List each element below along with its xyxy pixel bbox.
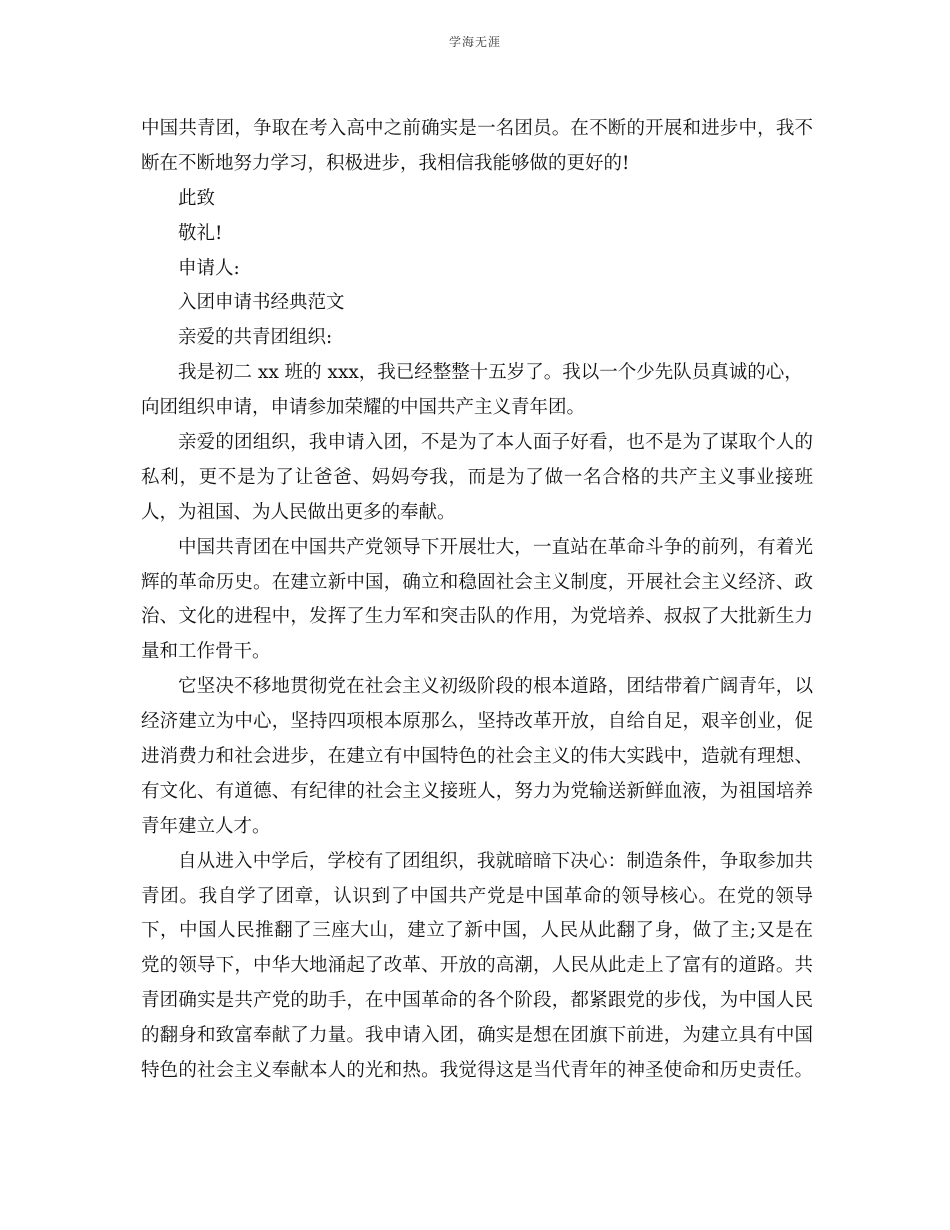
text-line: 它坚决不移地贯彻党在社会主义初级阶段的根本道路，团结带着广阔青年，以 <box>178 676 813 698</box>
text-line: 量和工作骨干。 <box>141 641 271 663</box>
text-line: 进消费力和社会进步，在建立有中国特色的社会主义的伟大实践中，造就有理想、 <box>141 746 813 768</box>
text-line: 私利，更不是为了让爸爸、妈妈夸我，而是为了做一名合格的共产主义事业接班 <box>141 466 813 488</box>
text-line: 青团。我自学了团章，认识到了中国共产党是中国革命的领导核心。在党的领导 <box>141 885 813 907</box>
text-line: 中国共青团，争取在考入高中之前确实是一名团员。在不断的开展和进步中，我不 <box>141 118 813 139</box>
text-line: 断在不断地努力学习，积极进步，我相信我能够做的更好的! <box>141 152 630 174</box>
document-body <box>141 112 813 1089</box>
text-line: 亲爱的团组织，我申请入团，不是为了本人面子好看，也不是为了谋取个人的 <box>178 432 813 454</box>
text-line: 亲爱的共青团组织: <box>178 327 333 349</box>
text-line: 中国共青团在中国共产党领导下开展壮大，一直站在革命斗争的前列，有着光 <box>178 536 813 558</box>
text-line: 下，中国人民推翻了三座大山，建立了新中国，人民从此翻了身，做了主;又是在 <box>141 920 813 942</box>
text-line: 经济建立为中心，坚持四项根本原那么，坚持改革开放，自给自足，艰辛创业，促 <box>141 711 813 733</box>
text-line: 党的领导下，中华大地涌起了改革、开放的高潮，人民从此走上了富有的道路。共 <box>141 955 813 977</box>
text-line: 特色的社会主义奉献本人的光和热。我觉得这是当代青年的神圣使命和历史责任。 <box>141 1060 813 1082</box>
text-line: 青年建立人才。 <box>141 815 271 837</box>
text-line: 申请人: <box>178 257 240 279</box>
text-line: 治、文化的进程中，发挥了生力军和突击队的作用，为党培养、叔叔了大批新生力 <box>141 606 813 628</box>
text-line: 青团确实是共产党的助手，在中国革命的各个阶段，都紧跟党的步伐，为中国人民 <box>141 990 813 1012</box>
text-line: 入团申请书经典范文 <box>178 292 345 314</box>
text-line: 此致 <box>178 187 216 209</box>
text-line: 的翻身和致富奉献了力量。我申请入团，确实是想在团旗下前进，为建立具有中国 <box>141 1025 813 1047</box>
text-line: 人，为祖国、为人民做出更多的奉献。 <box>141 501 456 523</box>
text-line: 敬礼! <box>178 222 223 244</box>
text-line: 有文化、有道德、有纪律的社会主义接班人，努力为党输送新鲜血液，为祖国培养 <box>141 780 813 802</box>
text-line: 自从进入中学后，学校有了团组织，我就暗暗下决心：制造条件，争取参加共 <box>178 850 813 872</box>
text-line: 辉的革命历史。在建立新中国，确立和稳固社会主义制度，开展社会主义经济、政 <box>141 571 813 593</box>
page-header: 学海无涯 <box>448 35 501 49</box>
text-line: 向团组织申请，申请参加荣耀的中国共产主义青年团。 <box>141 397 586 419</box>
text-line: 我是初二 xx 班的 xxx，我已经整整十五岁了。我以一个少先队员真诚的心， <box>178 362 803 384</box>
